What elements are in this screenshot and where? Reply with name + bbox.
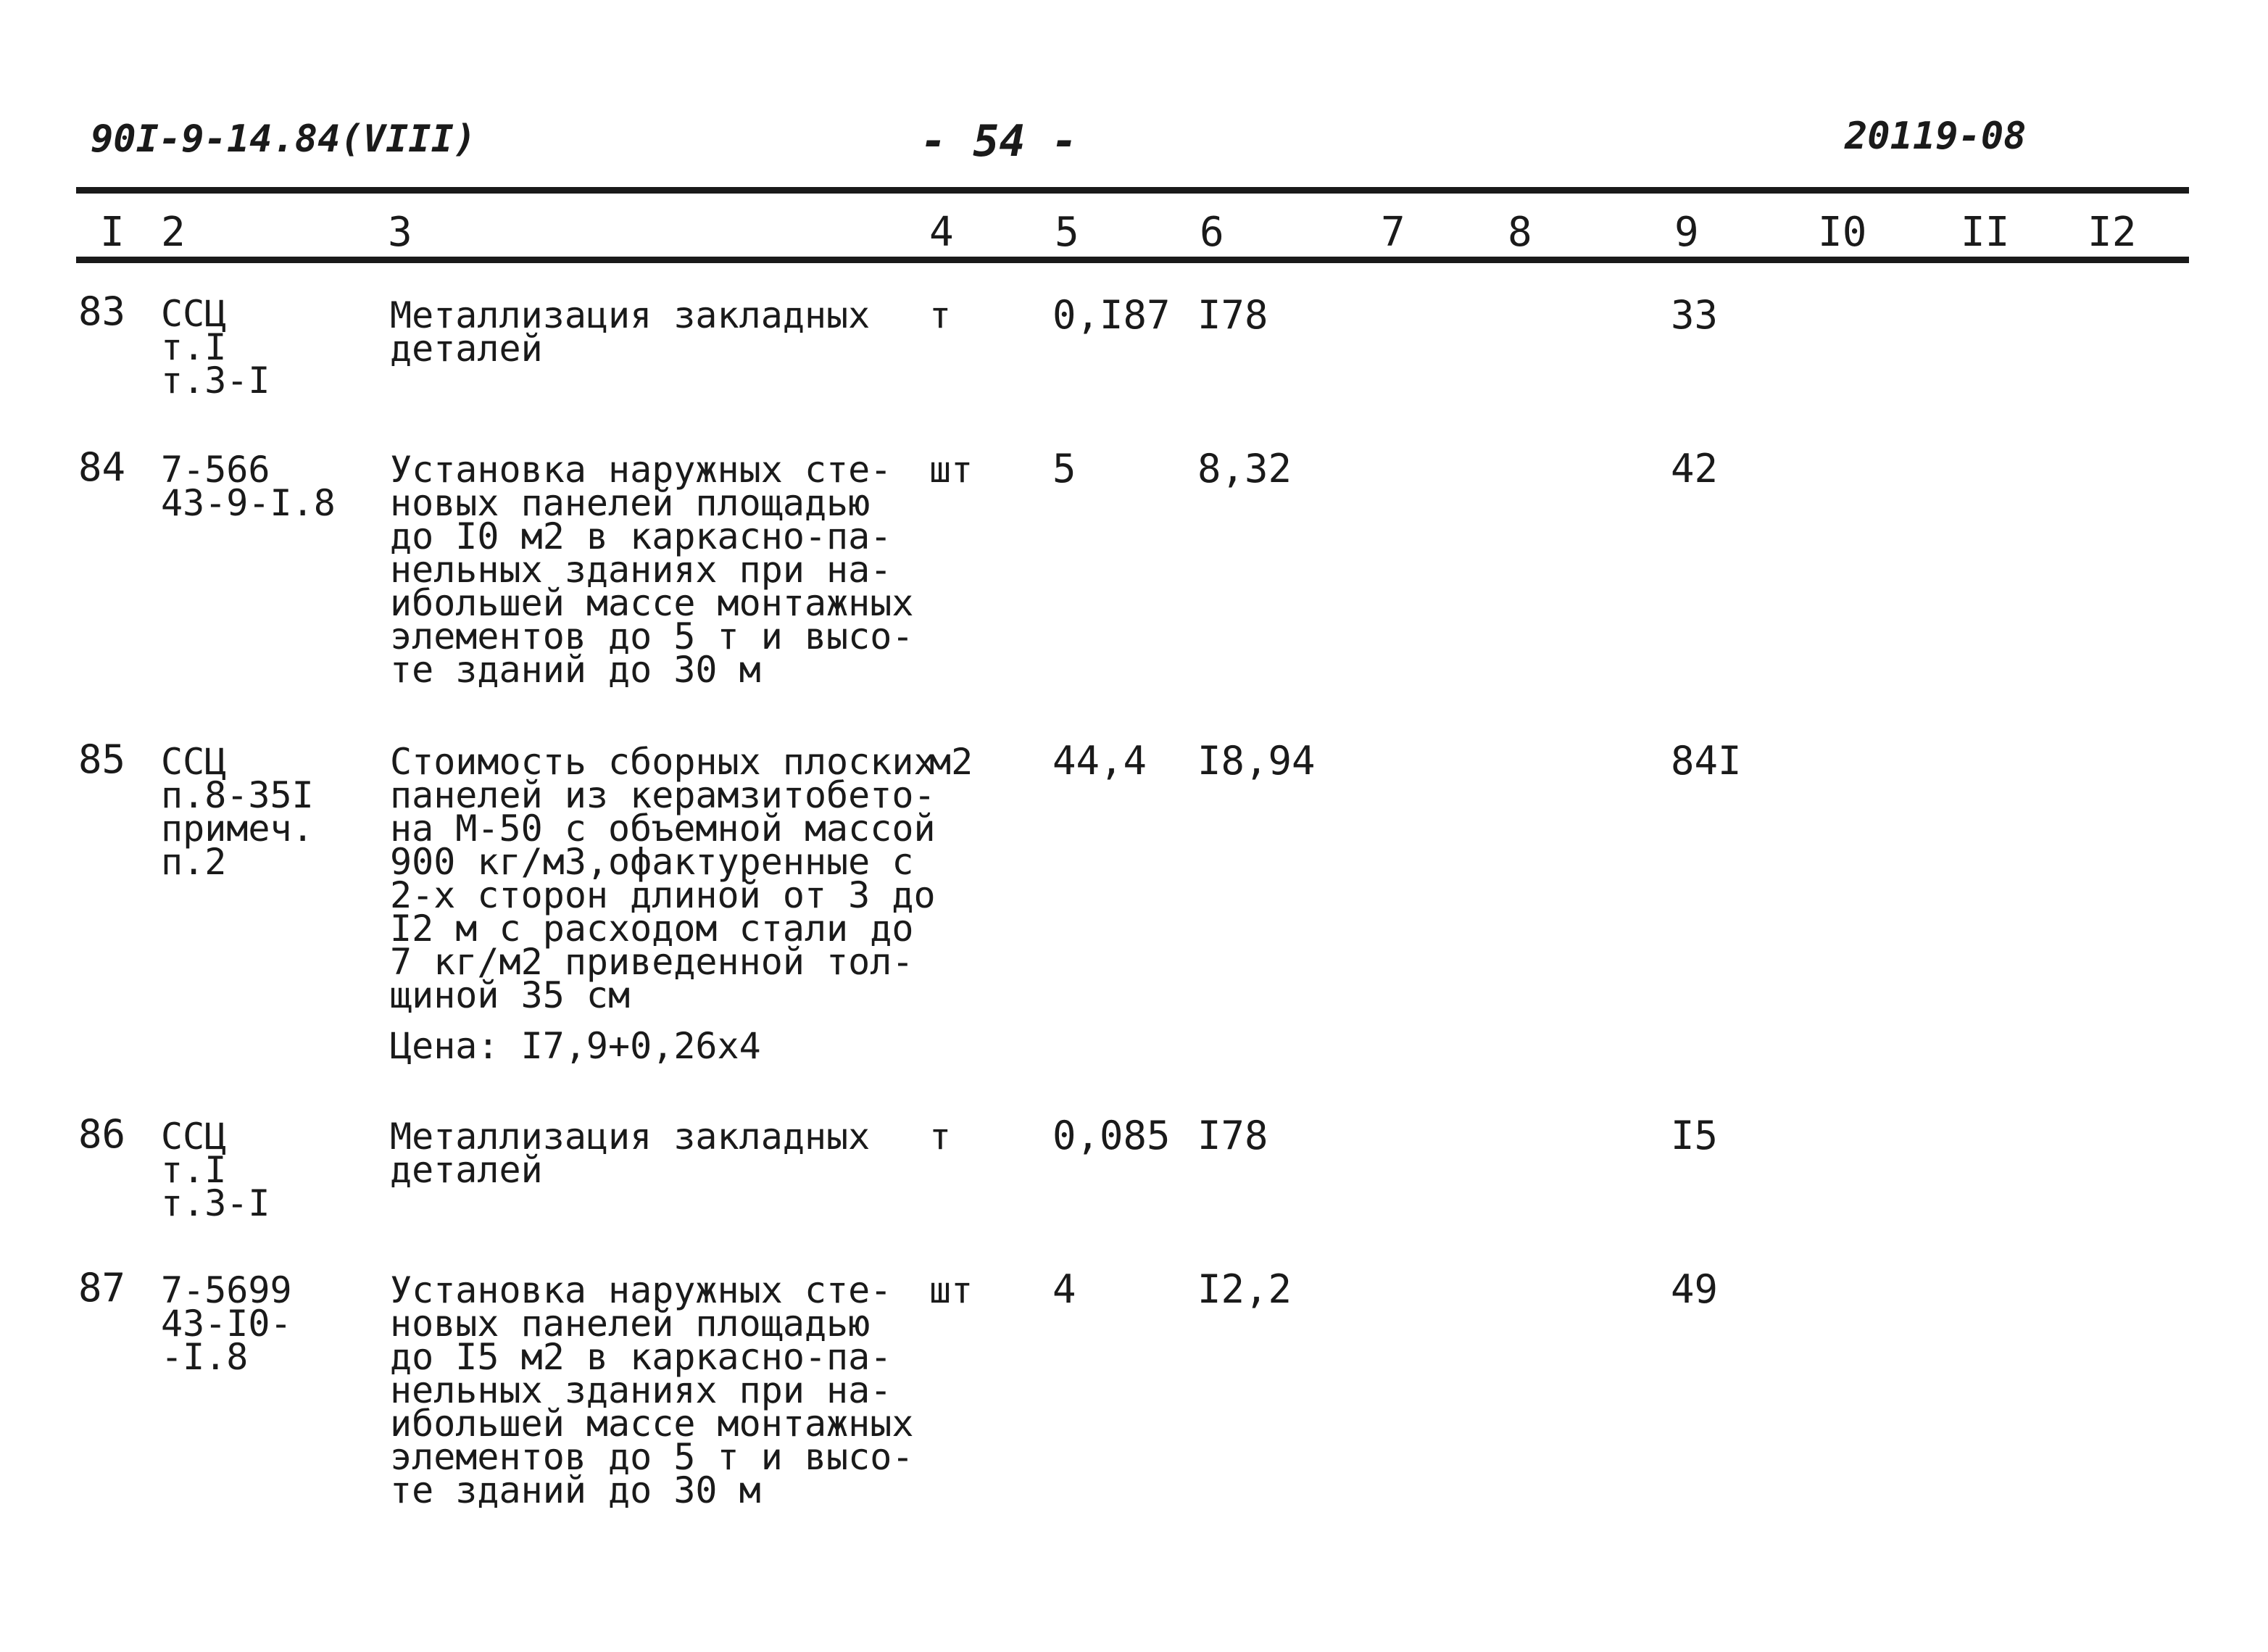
column-number: 4: [929, 209, 954, 256]
row-number: 85: [78, 736, 126, 782]
quantity: 0,085: [1052, 1113, 1171, 1158]
column-number: II: [1961, 209, 2010, 256]
header-rule-bottom: [76, 257, 2189, 263]
column-number: I: [100, 209, 125, 256]
unit-price: I78: [1197, 292, 1268, 338]
column-number: 9: [1674, 209, 1699, 256]
column-number: 6: [1200, 209, 1224, 256]
norm-code: 7-566 43-9-I.8: [161, 449, 336, 524]
work-description: Установка наружных сте- новых панелей площадью до I5 м2 в каркасно-па- нельных зданиях при на- ибольшей массе монтажных элементов до 5 т и высо- те зданий до 30 м: [390, 1269, 914, 1511]
work-description: Металлизация закладных деталей: [390, 1116, 871, 1191]
row-number: 84: [78, 444, 126, 490]
unit-price: 8,32: [1197, 446, 1292, 491]
norm-code: ССЦ п.8-35I примеч. п.2: [161, 741, 314, 883]
column-number: I2: [2088, 209, 2137, 256]
column-number: 7: [1381, 209, 1405, 256]
quantity: 5: [1052, 446, 1076, 491]
column-number: 3: [388, 209, 412, 256]
norm-code: ССЦ т.I т.3-I: [161, 1116, 270, 1224]
total-cost: 84I: [1671, 738, 1742, 784]
unit-price: I78: [1197, 1113, 1268, 1158]
unit-price: I2,2: [1197, 1266, 1292, 1312]
unit: шт: [929, 1269, 973, 1311]
quantity: 0,I87: [1052, 292, 1171, 338]
row-number: 87: [78, 1265, 126, 1311]
column-number: 8: [1508, 209, 1532, 256]
column-number: I0: [1818, 209, 1867, 256]
total-cost: 49: [1671, 1266, 1719, 1312]
unit: т: [929, 1116, 952, 1158]
header-rule-top: [76, 187, 2189, 194]
document-code: 90I-9-14.84(VIII): [91, 117, 477, 161]
quantity: 4: [1052, 1266, 1076, 1312]
total-cost: I5: [1671, 1113, 1719, 1158]
unit: м2: [929, 741, 973, 783]
work-description: Металлизация закладных деталей: [390, 294, 871, 370]
unit: т: [929, 294, 952, 336]
unit: шт: [929, 449, 973, 491]
page-number: - 54 -: [921, 116, 1078, 167]
price-note: Цена: I7,9+0,26х4: [390, 1025, 761, 1067]
reference-number: 20119-08: [1845, 115, 2027, 158]
norm-code: ССЦ т.I т.3-I: [161, 293, 270, 402]
norm-code: 7-5699 43-I0- -I.8: [161, 1269, 292, 1378]
quantity: 44,4: [1052, 738, 1147, 784]
work-description: Стоимость сборных плоских панелей из керамзитобето- на М-50 с объемной массой 900 кг/м3,офактуренные с 2-х сторон длиной от 3 до I2 м с расходом стали до 7 кг/м2 приведенной тол- щиной 35 см: [390, 741, 936, 1016]
row-number: 83: [78, 289, 126, 334]
row-number: 86: [78, 1111, 126, 1157]
total-cost: 42: [1671, 446, 1719, 491]
column-number: 5: [1055, 209, 1079, 256]
unit-price: I8,94: [1197, 738, 1316, 784]
work-description: Установка наружных сте- новых панелей площадью до I0 м2 в каркасно-па- нельных зданиях при на- ибольшей массе монтажных элементов до 5 т и высо- те зданий до 30 м: [390, 449, 914, 691]
column-number: 2: [161, 209, 186, 256]
total-cost: 33: [1671, 292, 1719, 338]
